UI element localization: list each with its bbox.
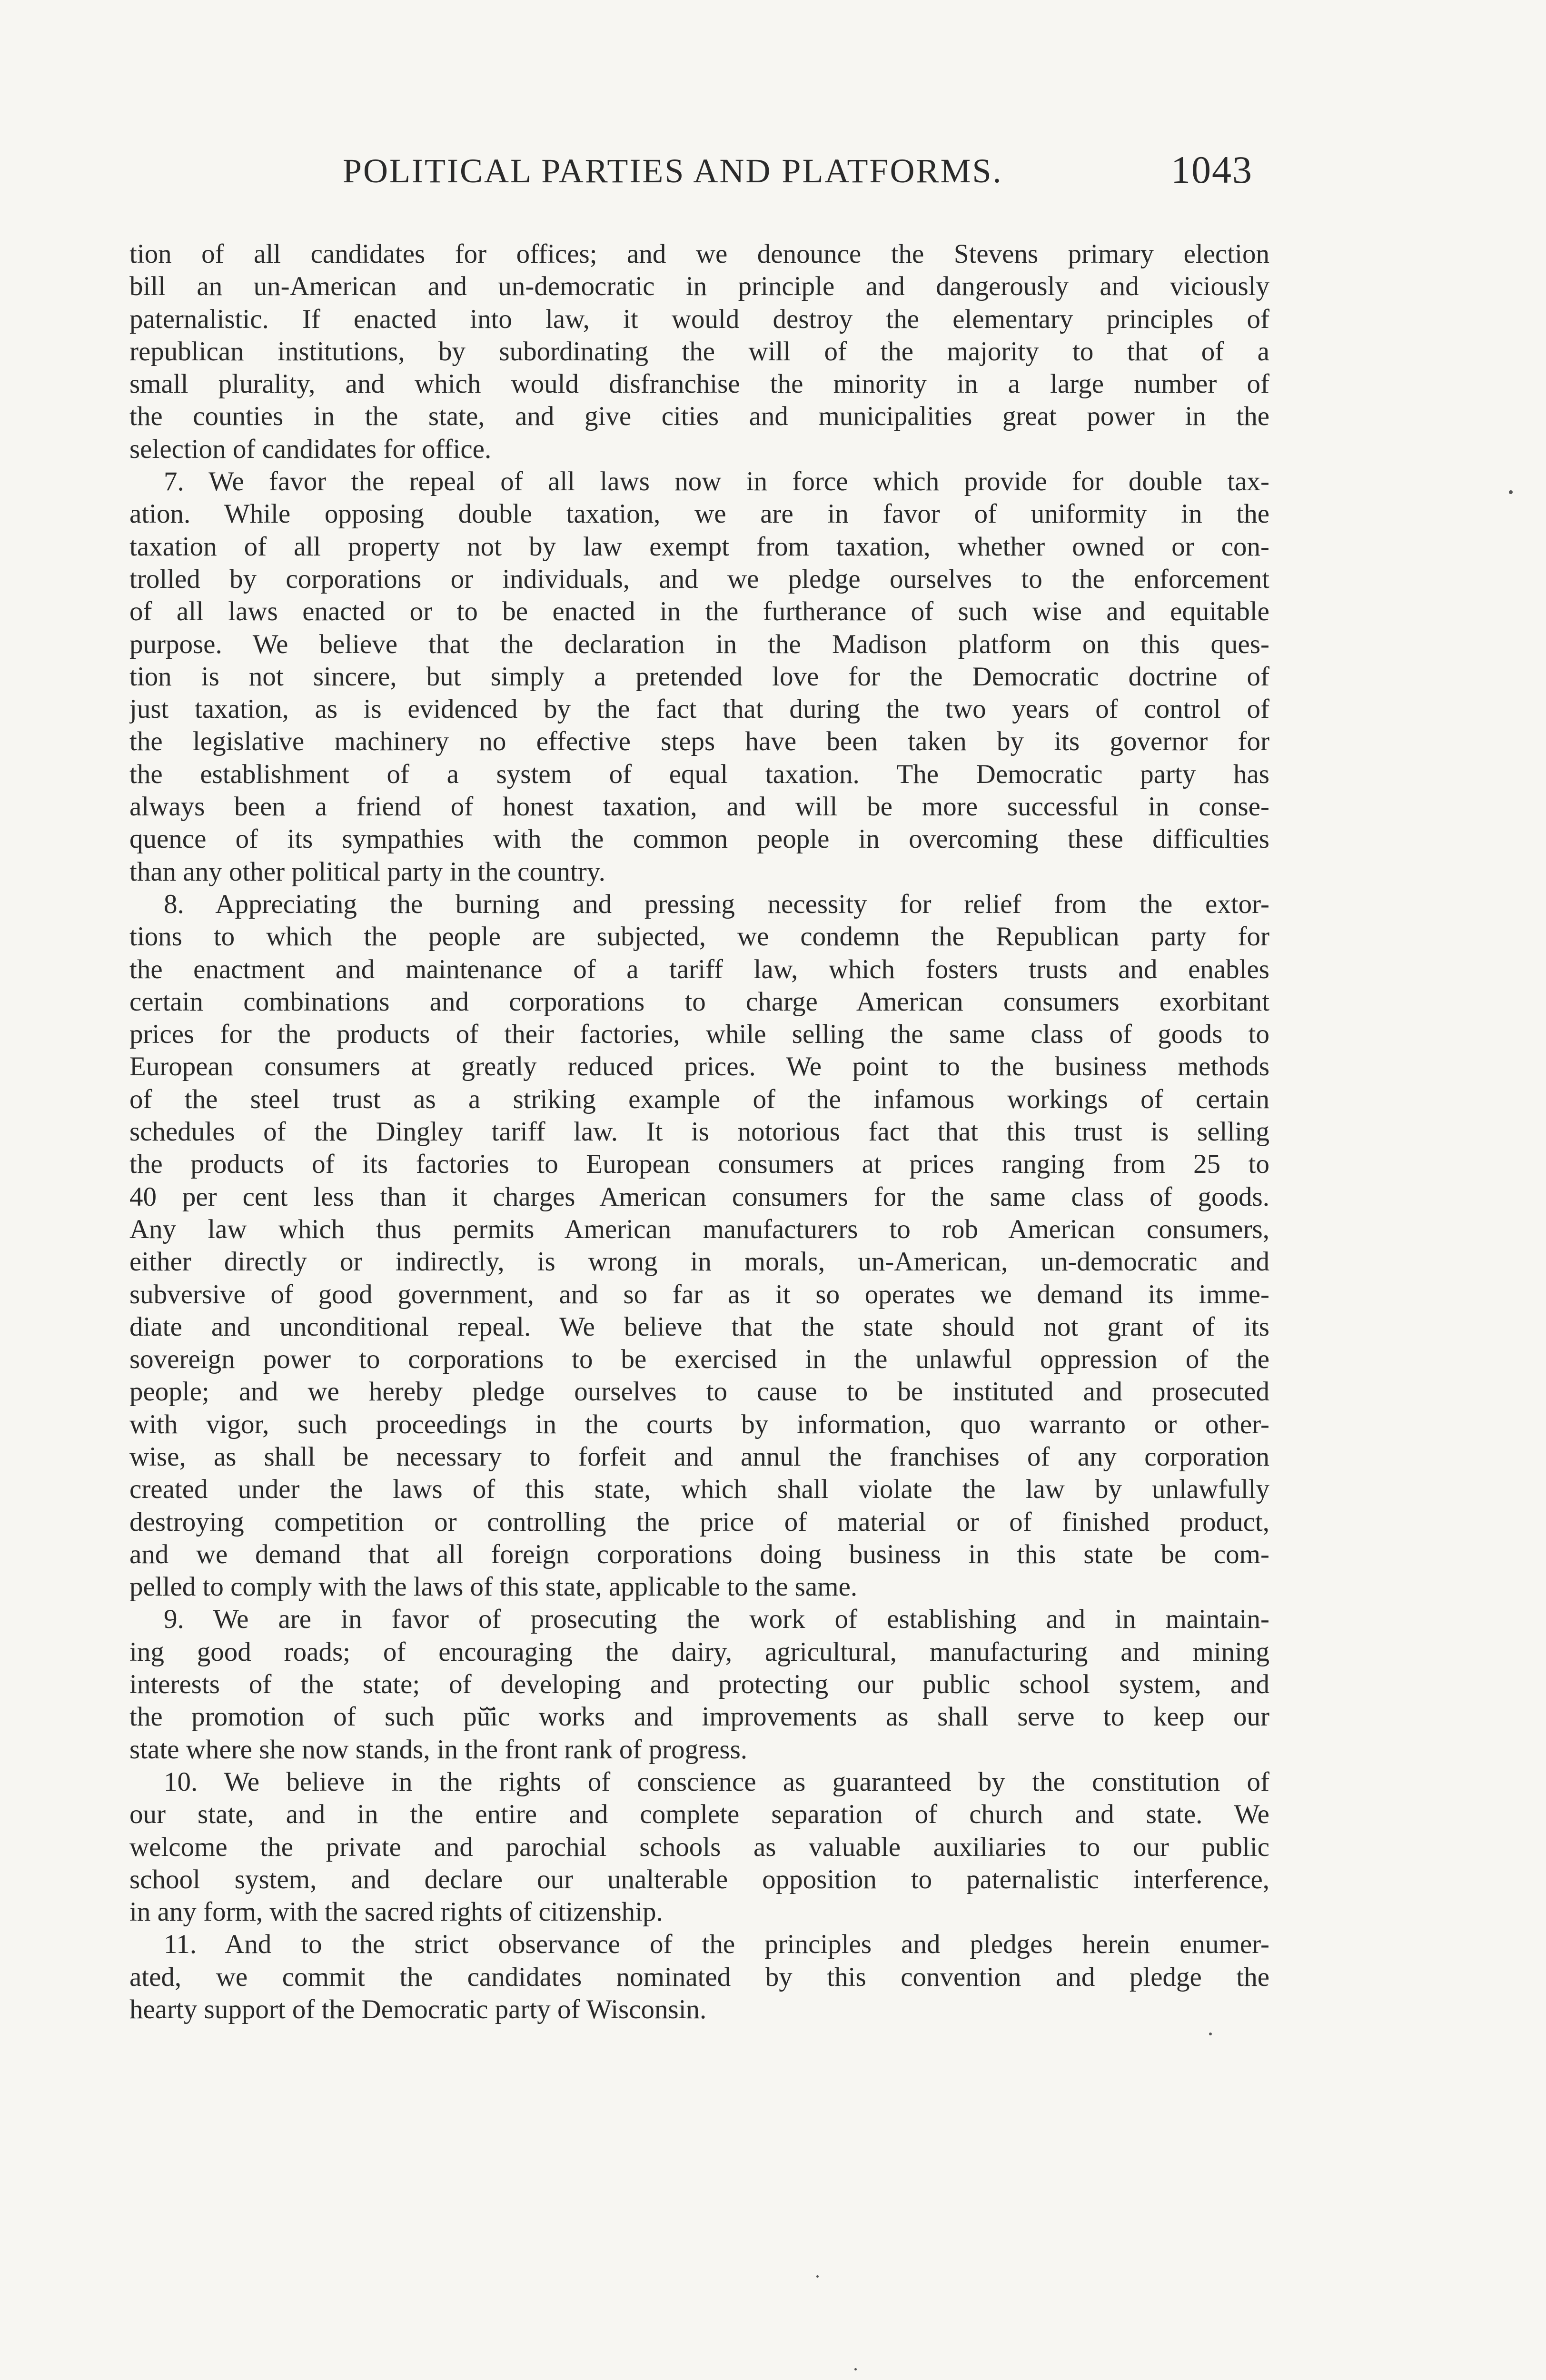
running-head [129, 148, 1271, 204]
text-line: our state, and in the entire and complete separation of church and state. We [129, 1799, 1269, 1830]
text-line: people; and we hereby pledge ourselves to cause to be instituted and prosecuted [129, 1377, 1269, 1407]
text-line: sovereign power to corporations to be exercised in the unlawful oppression of the [129, 1344, 1269, 1375]
text-line: European consumers at greatly reduced prices. We point to the business methods [129, 1051, 1269, 1082]
text-line: tions to which the people are subjected, we condemn the Republican party for [129, 922, 1269, 952]
paragraph-11-first-line: 11. And to the strict observance of the principles and pledges herein enumer- [164, 1929, 1269, 1960]
text-line: of the steel trust as a striking example of the infamous workings of certain [129, 1084, 1269, 1114]
text-line: the products of its factories to European consumers at prices ranging from 25 to [129, 1149, 1269, 1180]
running-title: POLITICAL PARTIES AND PLATFORMS. [343, 152, 1003, 190]
text-line: prices for the products of their factories, while selling the same class of goods to [129, 1019, 1269, 1050]
text-line: quence of its sympathies with the common people in overcoming these difficulties [129, 824, 1269, 854]
text-line: the counties in the state, and give cities and municipalities great power in the [129, 401, 1269, 432]
text-line: republican institutions, by subordinating the will of the majority to that of a [129, 336, 1269, 367]
text-line: ing good roads; of encouraging the dairy, agricultural, manufacturing and mining [129, 1636, 1269, 1667]
text-line: destroying competition or controlling the price of material or of finished product, [129, 1507, 1269, 1537]
text-line: interests of the state; of developing and protecting our public school system, and [129, 1669, 1269, 1700]
text-line: trolled by corporations or individuals, and we pledge ourselves to the enforcement [129, 564, 1269, 594]
scan-speck [854, 2368, 857, 2370]
paragraph-10-first-line: 10. We believe in the rights of conscience as guaranteed by the constitution of [164, 1766, 1269, 1797]
text-line: ation. While opposing double taxation, we are in favor of uniformity in the [129, 499, 1269, 529]
scan-speck [1509, 490, 1513, 494]
text-line: subversive of good government, and so far as it so operates we demand its imme- [129, 1279, 1269, 1309]
text-line: with vigor, such proceedings in the courts by information, quo warranto or other- [129, 1409, 1269, 1439]
scan-speck [816, 2275, 819, 2278]
text-line: of all laws enacted or to be enacted in the furtherance of such wise and equitable [129, 596, 1269, 627]
text-line: purpose. We believe that the declaration in the Madison platform on this ques- [129, 629, 1269, 659]
text-line: pelled to comply with the laws of this state, applicable to the same. [129, 1572, 858, 1602]
text-line: Any law which thus permits American manufacturers to rob American consumers, [129, 1214, 1269, 1244]
text-line: the establishment of a system of equal taxation. The Democratic party has [129, 759, 1269, 789]
text-line: wise, as shall be necessary to forfeit and annul the franchises of any corporation [129, 1441, 1269, 1472]
text-line: and we demand that all foreign corporations doing business in this state be com- [129, 1539, 1269, 1569]
text-line: ated, we commit the candidates nominated by this convention and pledge the [129, 1962, 1269, 1992]
text-line: the legislative machinery no effective steps have been taken by its governor for [129, 726, 1269, 757]
body-text [129, 238, 1269, 2026]
text-line: welcome the private and parochial schools as valuable auxiliaries to our public [129, 1832, 1269, 1862]
text-line: than any other political party in the country. [129, 856, 605, 887]
text-line: state where she now stands, in the front rank of progress. [129, 1734, 748, 1765]
text-line: paternalistic. If enacted into law, it would destroy the elementary principles of [129, 304, 1269, 334]
text-line: certain combinations and corporations to charge American consumers exorbitant [129, 986, 1269, 1017]
text-line: 40 per cent less than it charges American consumers for the same class of goods. [129, 1181, 1269, 1212]
text-line: the promotion of such pŭ̆ic works and improvements as shall serve to keep our [129, 1702, 1269, 1732]
paragraph-8-first-line: 8. Appreciating the burning and pressing necessity for relief from the extor- [164, 889, 1269, 919]
text-line: small plurality, and which would disfranchise the minority in a large number of [129, 369, 1269, 399]
text-line: diate and unconditional repeal. We believe that the state should not grant of its [129, 1311, 1269, 1342]
paragraph-7-first-line: 7. We favor the repeal of all laws now in force which provide for double tax- [164, 466, 1269, 497]
text-line: school system, and declare our unalterable opposition to paternalistic interference, [129, 1864, 1269, 1894]
text-line: either directly or indirectly, is wrong in morals, un-American, un-democratic and [129, 1247, 1269, 1277]
text-line: schedules of the Dingley tariff law. It is notorious fact that this trust is selling [129, 1117, 1269, 1147]
page-number: 1043 [1171, 148, 1253, 191]
text-line: tion is not sincere, but simply a pretended love for the Democratic doctrine of [129, 661, 1269, 692]
text-line: hearty support of the Democratic party of Wisconsin. [129, 1994, 707, 2025]
text-line: the enactment and maintenance of a tariff law, which fosters trusts and enables [129, 954, 1269, 984]
text-line: in any form, with the sacred rights of citizenship. [129, 1897, 663, 1927]
text-line: bill an un-American and un-democratic in principle and dangerously and viciously [129, 271, 1269, 302]
scan-speck [1209, 2033, 1212, 2035]
text-line: taxation of all property not by law exempt from taxation, whether owned or con- [129, 531, 1269, 562]
text-line: created under the laws of this state, which shall violate the law by unlawfully [129, 1474, 1269, 1505]
text-line: selection of candidates for office. [129, 434, 492, 464]
paragraph-9-first-line: 9. We are in favor of prosecuting the work of establishing and in maintain- [164, 1604, 1269, 1635]
text-line: always been a friend of honest taxation, and will be more successful in conse- [129, 792, 1269, 822]
text-line: just taxation, as is evidenced by the fact that during the two years of control of [129, 694, 1269, 724]
text-line: tion of all candidates for offices; and we denounce the Stevens primary election [129, 239, 1269, 269]
